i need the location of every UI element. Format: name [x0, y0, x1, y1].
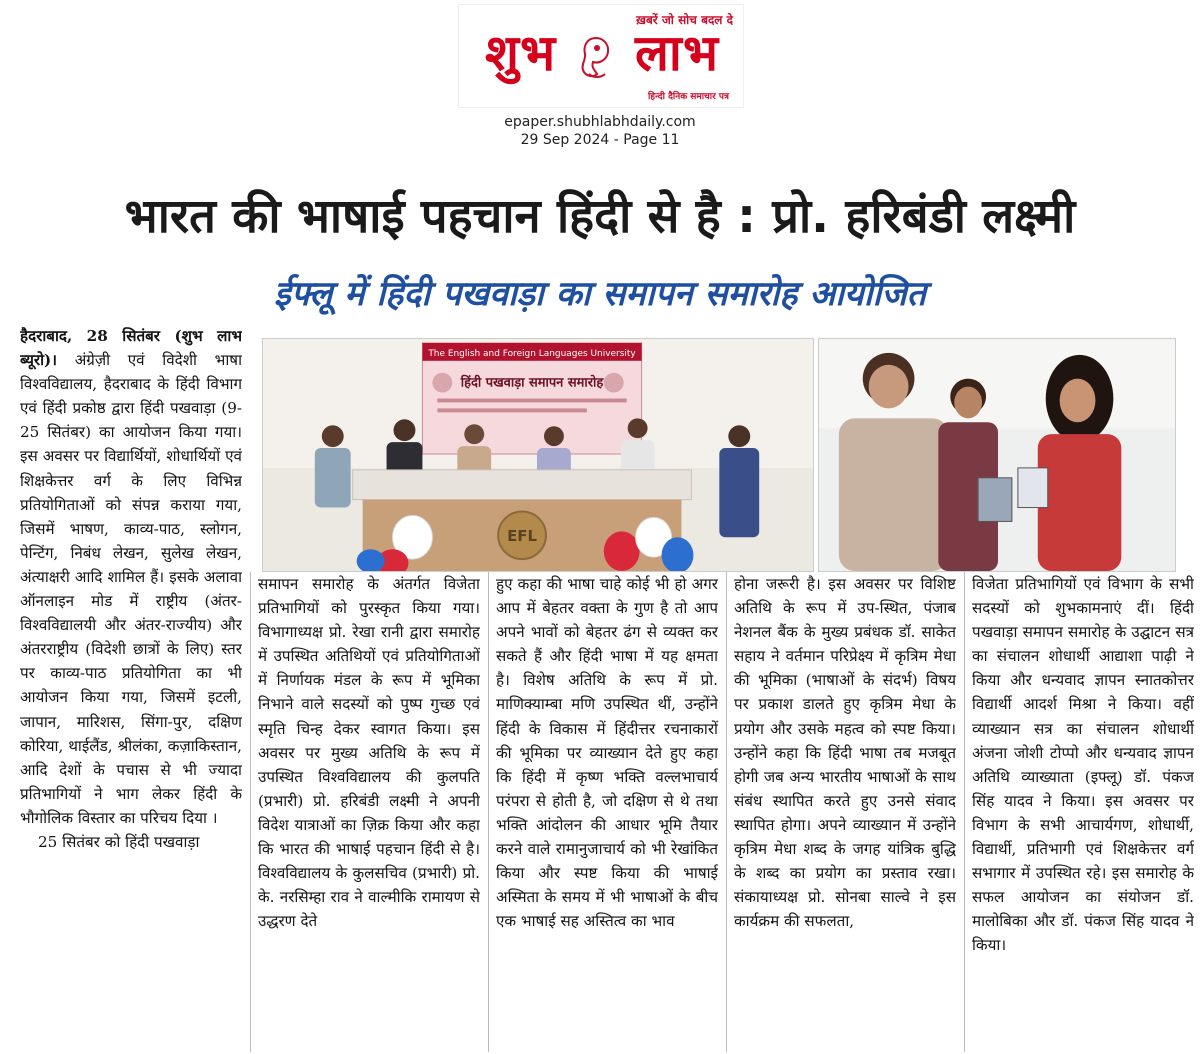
article-column-5-text: विजेता प्रतिभागियों एवं विभाग के सभी सदस्यों को शुभकामनाएं दीं। हिंदी पखवाड़ा समापन समारोह के उद्घाटन सत्र का संचालन शोधार्थी आद्याशा पाढ़ी ने किया और धन्यवाद ज्ञापन स्नातकोत्तर विद्यार्थी आदर्श मिश्रा ने किया। वहीं व्याख्यान सत्र का संचालन शोधार्थी अंजना जोशी टोप्पो और धन्यवाद ज्ञापन अतिथि व्याख्याता (इफ्लू) डॉ. पंकज सिंह यादव ने किया। इस अवसर पर विभाग के सभी आचार्यगण, शोधार्थी, विद्यार्थी, प्रतिभागी एवं शिक्षकेत्तर वर्ग सभागार में उपस्थित रहे। इस समारोह के सफल आयोजन का संयोजन डॉ. मालोबिका और डॉ. पंकज सिंह यादव ने किया।: [972, 575, 1194, 955]
banner-university-text: The English and Foreign Languages University: [428, 348, 636, 359]
article-column-4-text: होना जरूरी है। इस अवसर पर विशिष्ट अतिथि के रूप में उप-स्थित, पंजाब नेशनल बैंक के मुख्य प्रबंधक डॉ. साकेत सहाय ने वर्तमान परिप्रेक्ष्य में कृत्रिम मेधा की भूमिका (भाषाओं के संदर्भ) विषय पर प्रकाश डालते हुए कृत्रिम मेधा के प्रयोग और उसके महत्व को स्पष्ट किया। उन्होंने कहा कि हिंदी भाषा तब मजबूत होगी जब अन्य भारतीय भाषाओं के साथ संबंध स्थापित करते हुए उनसे संवाद स्थापित होगा। अपने व्याख्यान में उन्होंने कृत्रिम मेधा शब्द के जगह यांत्रिक बुद्धि के शब्द का प्रयोग का प्रस्ताव रखा। संकायाध्यक्ष प्रो. सोनबा साल्वे ने इस कार्यक्रम की सफलता,: [734, 575, 956, 931]
article-column-4: [734, 572, 956, 1052]
masthead-subtitle: हिन्दी दैनिक समाचार पत्र: [647, 92, 729, 102]
article-column-3-text: हुए कहा की भाषा चाहे कोई भी हो अगर आप में बेहतर वक्ता के गुण है तो आप अपने भावों को बेहतर ढंग से व्यक्त कर सकते हैं और हिंदी भाषा में यह क्षमता है। विशेष अतिथि के रूप में प्रो. माणिक्याम्बा मणि उपस्थित थीं, उन्होंने हिंदी के विकास में हिंदीत्तर रचनाकारों की भूमिका पर व्याख्यान देते हुए कहा कि हिंदी में कृष्ण भक्ति वल्लभाचार्य परंपरा से होती है, जो दक्षिण से थे तथा भक्ति आंदोलन की आधार भूमि तैयार करने वाले रामानुजाचार्य को भी रेखांकित किया और स्पष्ट किया की भाषाई अस्मिता के समय में भी भाषाओं के बीच एक भाषाई सह अस्तित्व का भाव: [496, 575, 718, 931]
article-subheadline: ईफ्लू में हिंदी पखवाड़ा का समापन समारोह आयोजित: [274, 274, 926, 314]
article-column-2-text: समापन समारोह के अंतर्गत विजेता प्रतिभागियों को पुरस्कृत किया गया। विभागाध्यक्ष प्रो. रेखा रानी द्वारा समारोह में उपस्थित अतिथियों एवं प्रतियोगिताओं में निर्णायक मंडल के रूप में भूमिका निभाने वाले सदस्यों को पुष्प गुच्छ एवं स्मृति चिन्ह देकर स्वागत किया। इस अवसर पर मुख्य अतिथि के रूप में उपस्थित विश्वविद्यालय की कुलपति (प्रभारी) प्रो. हरिबंडी लक्ष्मी ने अपनी विदेश यात्राओं का ज़िक्र किया और कहा कि भारत की भाषाई पहचान हिंदी से है। विश्वविद्यालय के कुलसचिव (प्रभारी) प्रो. के. नरसिम्हा राव ने वाल्मीकि रामायण से उद्धरण देते: [258, 575, 480, 931]
article-column-1-text: अंग्रेज़ी एवं विदेशी भाषा विश्वविद्यालय, हैदराबाद के हिंदी विभाग एवं हिंदी प्रकोष्ठ द्वारा हिंदी पखवाड़ा (9-25 सितंबर) का आयोजन किया गया। इस अवसर पर विद्यार्थियों, शोधार्थियों एवं शिक्षकेत्तर वर्ग के लिए विभिन्न प्रतियोगिताओं को संपन्न कराया गया, जिसमें भाषण, काव्य-पाठ, स्लोगन, पेन्टिंग, निबंध लेखन, सुलेख लेखन, अंत्याक्षरी आदि शामिल हैं। इसके अलावा ऑनलाइन मोड में राष्ट्रीय (अंतर-विश्वविद्यालयी और अंतर-राज्यीय) और अंतरराष्ट्रीय (विदेशी छात्रों के लिए) स्तर पर काव्य-पाठ प्रतियोगिता का भी आयोजन किया गया, जिसमें इटली, जापान, मारिशस, सिंगा-पुर, दक्षिण कोरिया, थाईलैंड, श्रीलंका, कज़ाकिस्तान, आदि देशों के पचास से भी ज्यादा प्रतिभागियों ने भाग लेकर हिंदी के भौगोलिक विस्तार का परिचय दिया ।: [20, 351, 242, 827]
award-presentation-photo: [818, 338, 1176, 572]
event-stage-illustration: [263, 339, 813, 571]
article-headline: भारत की भाषाई पहचान हिंदी से है : प्रो. हरिबंडी लक्ष्मी: [124, 189, 1076, 244]
article-column-3: [496, 572, 718, 1052]
article-column-1-tail: 25 सितंबर को हिंदी पखवाड़ा: [38, 832, 200, 851]
masthead-tagline: ख़बरें जो सोच बदल दे: [636, 13, 733, 27]
newspaper-masthead: [458, 4, 744, 108]
masthead-title: [467, 23, 737, 83]
article-column-5: [972, 572, 1194, 1052]
ganesh-logo-icon: [575, 34, 617, 80]
award-presentation-illustration: [819, 339, 1175, 571]
epaper-url: epaper.shubhlabhdaily.com: [504, 114, 696, 130]
masthead-name-left: शुभ: [485, 24, 557, 82]
article-dateline: हैदराबाद, 28 सितंबर (शुभ लाभ ब्यूरो)।: [20, 327, 242, 370]
event-stage-photo: [262, 338, 814, 572]
masthead-name-right: लाभ: [635, 24, 719, 82]
article-column-1: [20, 324, 242, 1054]
podium-emblem-text: EFL: [507, 527, 538, 546]
column-divider: [488, 572, 489, 1052]
column-divider: [250, 572, 251, 1052]
banner-event-text: हिंदी पखवाड़ा समापन समारोह: [460, 375, 604, 391]
column-divider: [964, 572, 965, 1052]
column-divider: [726, 572, 727, 1052]
epaper-date-page: 29 Sep 2024 - Page 11: [520, 132, 680, 148]
article-column-2: [258, 572, 480, 1052]
